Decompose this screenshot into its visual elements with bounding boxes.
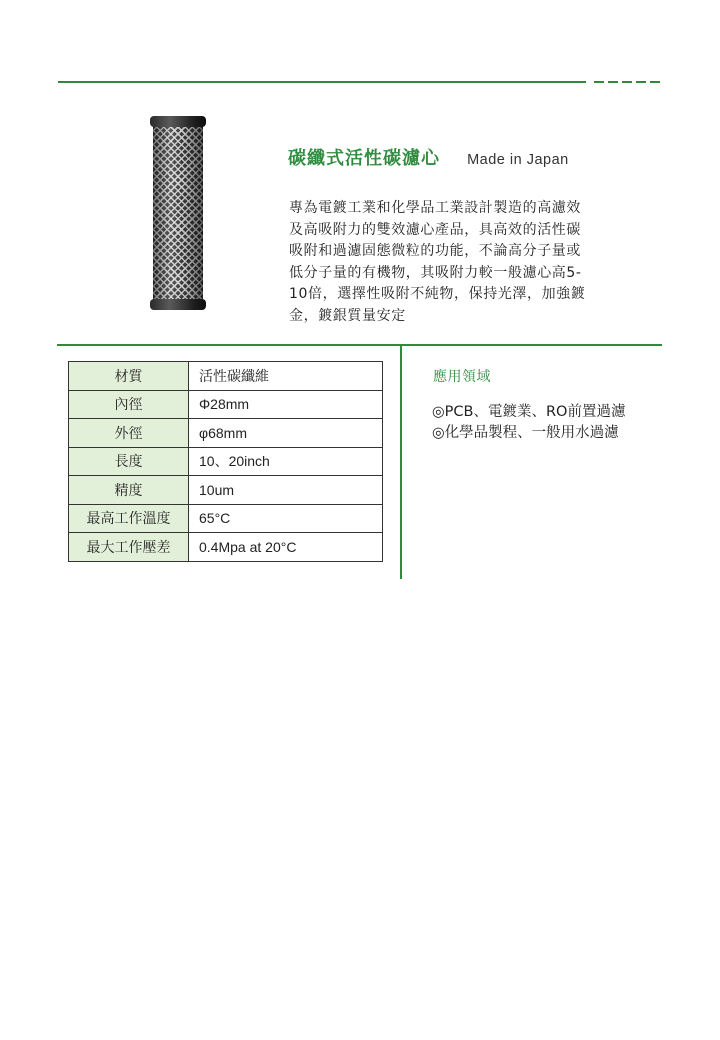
column-divider xyxy=(400,346,402,579)
top-divider xyxy=(58,81,586,83)
top-divider-dashed xyxy=(594,81,660,83)
spec-label: 材質 xyxy=(69,362,189,391)
description-line: 低分子量的有機物，其吸附力較一般濾心高5- xyxy=(289,264,582,281)
filter-top-cap xyxy=(150,116,206,127)
applications-heading: 應用領域 xyxy=(433,369,491,385)
description-line: 10倍，選擇性吸附不純物，保持光澤，加強鍍 xyxy=(289,286,586,302)
spec-table xyxy=(68,361,383,562)
spec-value: Φ28mm xyxy=(189,390,383,419)
list-item: ◎化學品製程、一般用水過濾 xyxy=(432,425,619,441)
table-row xyxy=(69,419,383,448)
spec-label: 長度 xyxy=(69,447,189,476)
description-line: 專為電鍍工業和化學品工業設計製造的高濾效 xyxy=(289,200,581,216)
product-image xyxy=(150,116,206,310)
product-description xyxy=(289,198,625,327)
spec-value: 10um xyxy=(189,476,383,505)
spec-value: 0.4Mpa at 20°C xyxy=(189,533,383,562)
description-line: 吸附和過濾固態微粒的功能，不論高分子量或 xyxy=(289,243,581,259)
description-line: 及高吸附力的雙效濾心產品，具高效的活性碳 xyxy=(289,221,581,238)
spec-value: 65°C xyxy=(189,504,383,533)
table-row xyxy=(69,390,383,419)
product-title-row xyxy=(288,144,569,170)
spec-label: 最高工作溫度 xyxy=(69,504,189,533)
spec-label: 內徑 xyxy=(69,390,189,419)
spec-value: 10、20inch xyxy=(189,447,383,476)
spec-label: 精度 xyxy=(69,476,189,505)
table-row xyxy=(69,533,383,562)
section-divider xyxy=(57,344,662,346)
spec-value: φ68mm xyxy=(189,419,383,448)
spec-label: 外徑 xyxy=(69,419,189,448)
table-row xyxy=(69,476,383,505)
product-title: 碳纖式活性碳濾心 xyxy=(288,148,440,169)
applications-list xyxy=(432,402,625,444)
filter-bottom-cap xyxy=(150,299,206,310)
spec-value: 活性碳纖維 xyxy=(189,362,383,391)
product-origin: Made in Japan xyxy=(467,152,569,168)
table-row xyxy=(69,504,383,533)
list-item: ◎PCB、電鍍業、RO前置過濾 xyxy=(432,404,626,420)
table-row xyxy=(69,362,383,391)
description-line: 金，鍍銀質量安定 xyxy=(289,307,406,324)
spec-label: 最大工作壓差 xyxy=(69,533,189,562)
table-row xyxy=(69,447,383,476)
